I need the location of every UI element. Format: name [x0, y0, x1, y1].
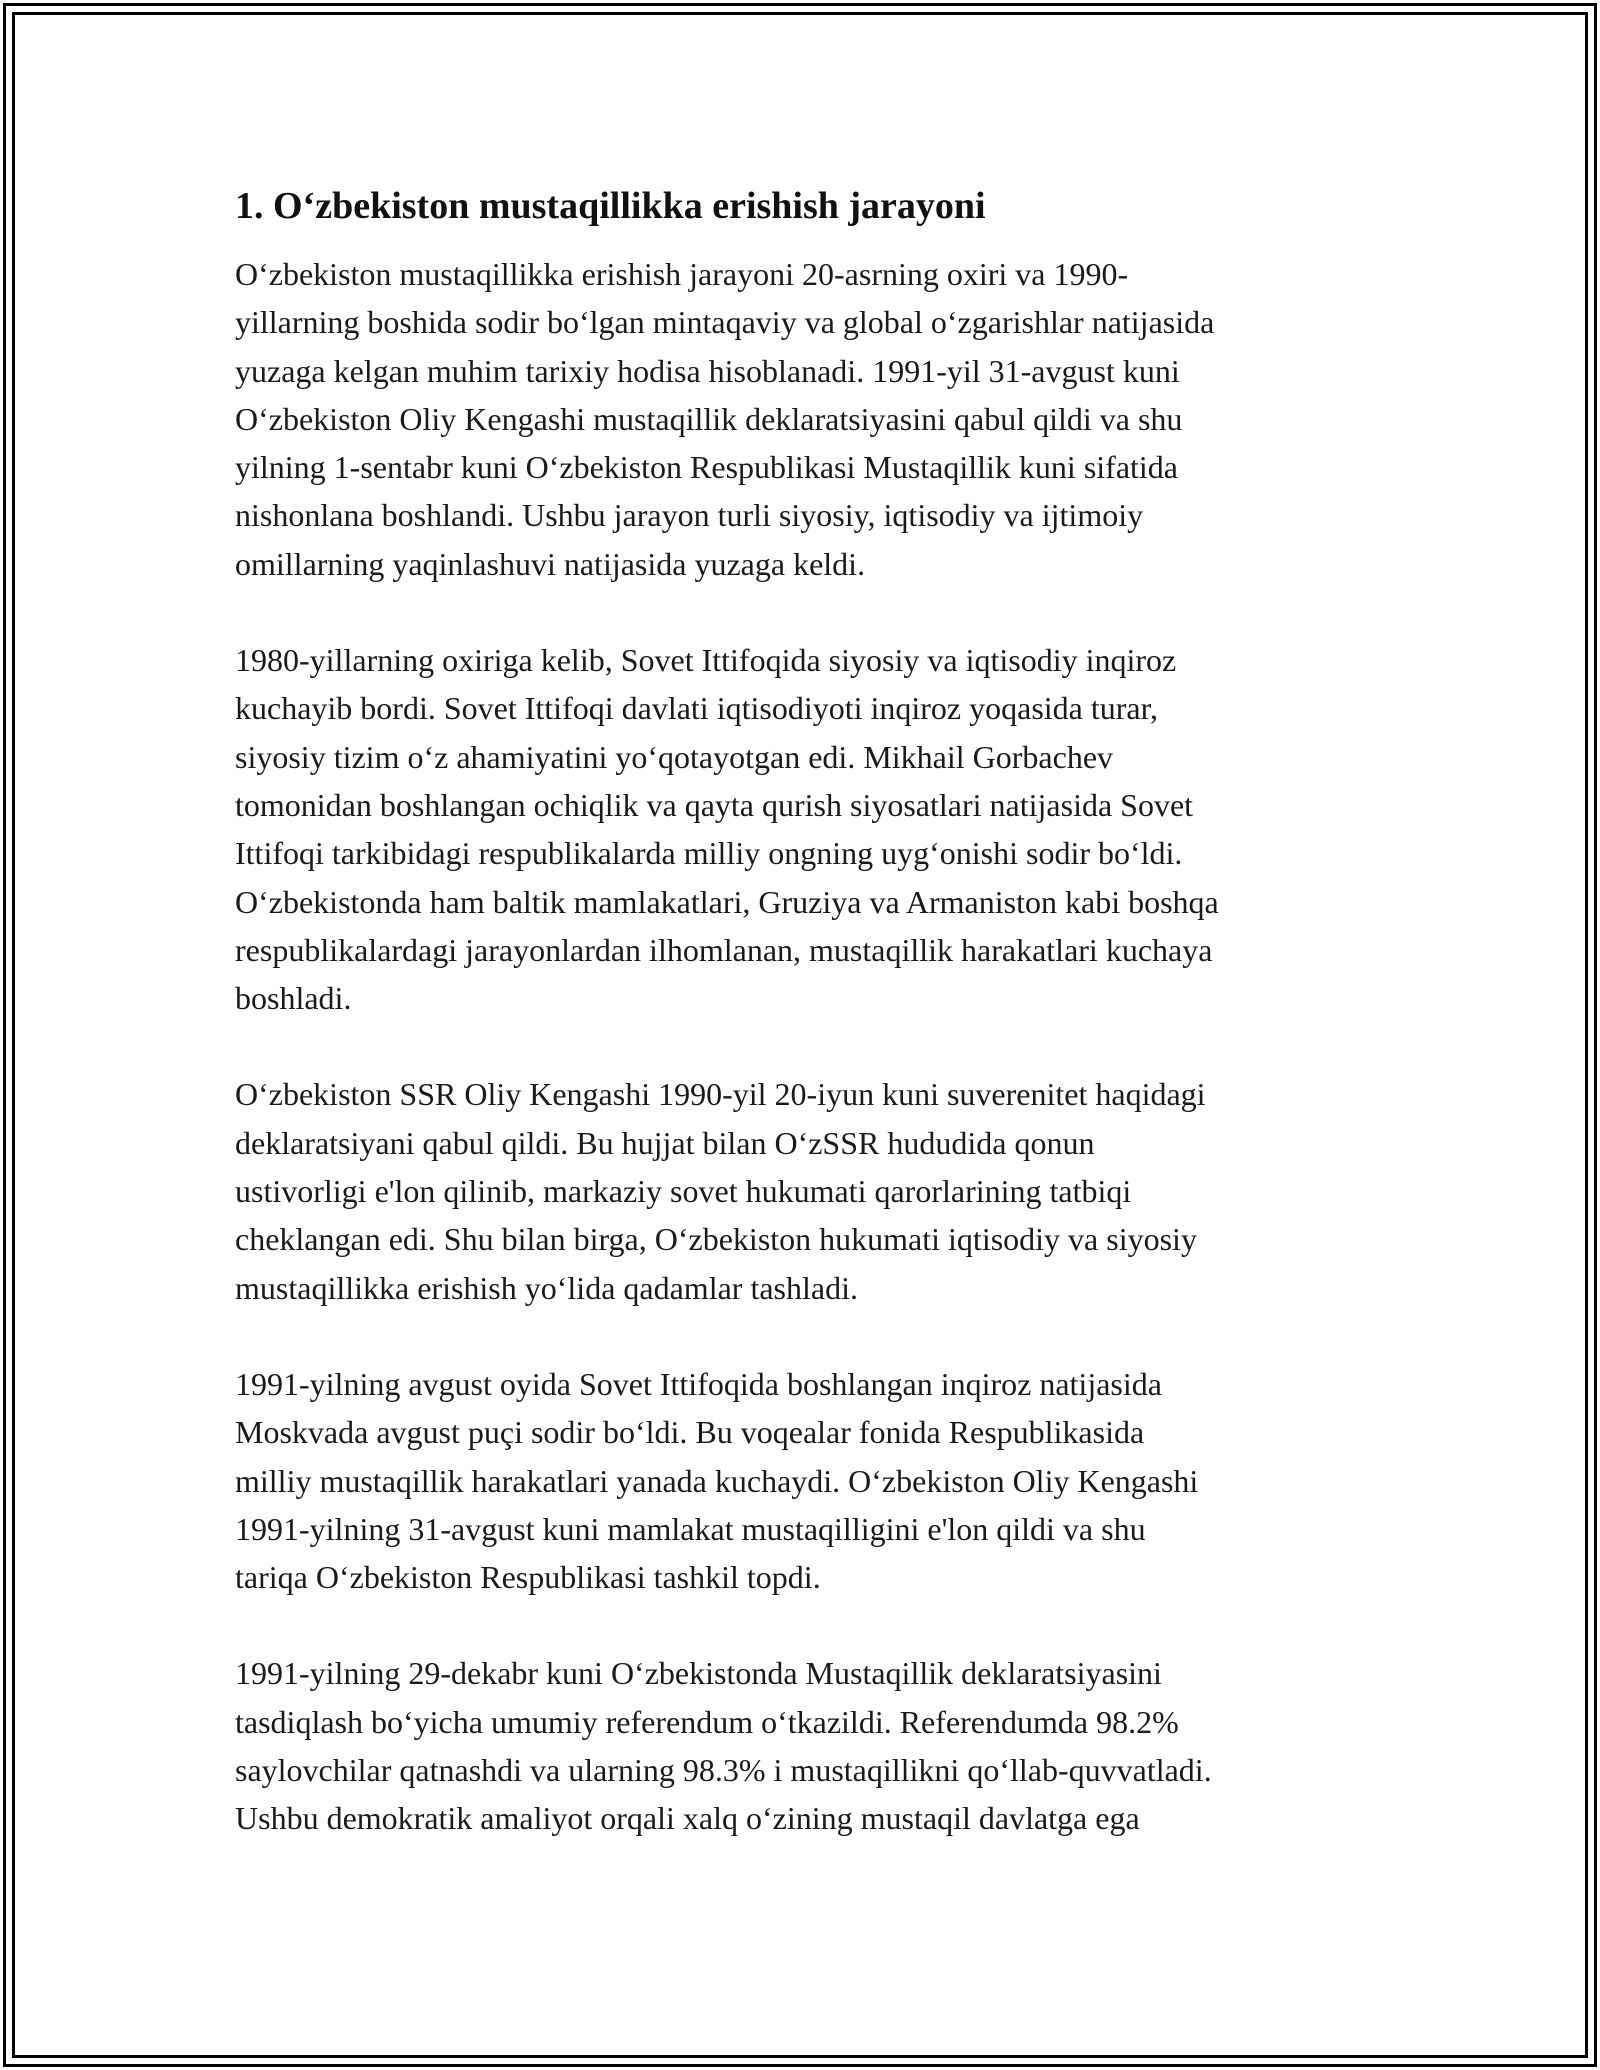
paragraph-2 [235, 636, 1365, 1022]
text-line: cheklangan edi. Shu bilan birga, O‘zbekiston hukumati iqtisodiy va siyosiy [235, 1221, 1197, 1258]
text-line: 1991-yilning 31-avgust kuni mamlakat mustaqilligini e'lon qildi va shu [235, 1510, 1146, 1547]
section-heading: 1. O‘zbekiston mustaqillikka erishish jarayoni [235, 185, 986, 227]
text-line: yilning 1-sentabr kuni O‘zbekiston Respublikasi Mustaqillik kuni sifatida [235, 449, 1178, 486]
text-line: tariqa O‘zbekiston Respublikasi tashkil topdi. [235, 1559, 821, 1596]
paragraph-1 [235, 250, 1365, 588]
text-line: yuzaga kelgan muhim tarixiy hodisa hisoblanadi. 1991-yil 31-avgust kuni [235, 352, 1180, 389]
text-line: saylovchilar qatnashdi va ularning 98.3% i mustaqillikni qo‘llab-quvvatladi. [235, 1752, 1212, 1789]
text-line: 1980-yillarning oxiriga kelib, Sovet Ittifoqida siyosiy va iqtisodiy inqiroz [235, 642, 1177, 679]
text-line: Moskvada avgust puçi sodir bo‘ldi. Bu voqealar fonida Respublikasida [235, 1414, 1145, 1451]
text-line: O‘zbekistonda ham baltik mamlakatlari, Gruziya va Armaniston kabi boshqa [235, 883, 1219, 920]
text-line: O‘zbekiston SSR Oliy Kengashi 1990-yil 20-iyun kuni suverenitet haqidagi [235, 1076, 1206, 1113]
paragraph-3 [235, 1070, 1365, 1311]
text-line: yillarning boshida sodir bo‘lgan mintaqaviy va global o‘zgarishlar natijasida [235, 304, 1215, 341]
text-line: respublikalardagi jarayonlardan ilhomlanan, mustaqillik harakatlari kuchaya [235, 931, 1213, 968]
text-line: kuchayib bordi. Sovet Ittifoqi davlati iqtisodiyoti inqiroz yoqasida turar, [235, 690, 1158, 727]
paragraph-5 [235, 1649, 1365, 1842]
text-line: tasdiqlash bo‘yicha umumiy referendum o‘tkazildi. Referendumda 98.2% [235, 1703, 1179, 1740]
text-line: omillarning yaqinlashuvi natijasida yuzaga keldi. [235, 545, 866, 582]
text-line: ustivorligi e'lon qilinib, markaziy sovet hukumati qarorlarining tatbiqi [235, 1173, 1132, 1210]
text-line: Ittifoqi tarkibidagi respublikalarda milliy ongning uyg‘onishi sodir bo‘ldi. [235, 835, 1183, 872]
text-line: 1991-yilning 29-dekabr kuni O‘zbekistonda Mustaqillik deklaratsiyasini [235, 1655, 1162, 1692]
text-line: siyosiy tizim o‘z ahamiyatini yo‘qotayotgan edi. Mikhail Gorbachev [235, 738, 1114, 775]
paragraph-4 [235, 1360, 1365, 1601]
document-body [235, 182, 1365, 1891]
text-line: O‘zbekiston mustaqillikka erishish jarayoni 20-asrning oxiri va 1990- [235, 256, 1129, 292]
text-line: tomonidan boshlangan ochiqlik va qayta qurish siyosatlari natijasida Sovet [235, 786, 1194, 823]
text-line: O‘zbekiston Oliy Kengashi mustaqillik deklaratsiyasini qabul qildi va shu [235, 400, 1183, 437]
text-line: boshladi. [235, 980, 352, 1017]
text-line: nishonlana boshlandi. Ushbu jarayon turli siyosiy, iqtisodiy va ijtimoiy [235, 497, 1144, 534]
text-line: 1991-yilning avgust oyida Sovet Ittifoqida boshlangan inqiroz natijasida [235, 1365, 1162, 1402]
text-line: deklaratsiyani qabul qildi. Bu hujjat bilan O‘zSSR hududida qonun [235, 1124, 1095, 1161]
text-line: mustaqillikka erishish yo‘lida qadamlar tashladi. [235, 1269, 858, 1306]
text-line: milliy mustaqillik harakatlari yanada kuchaydi. O‘zbekiston Oliy Kengashi [235, 1462, 1199, 1499]
text-line: Ushbu demokratik amaliyot orqali xalq o‘zining mustaqil davlatga ega [235, 1800, 1140, 1837]
